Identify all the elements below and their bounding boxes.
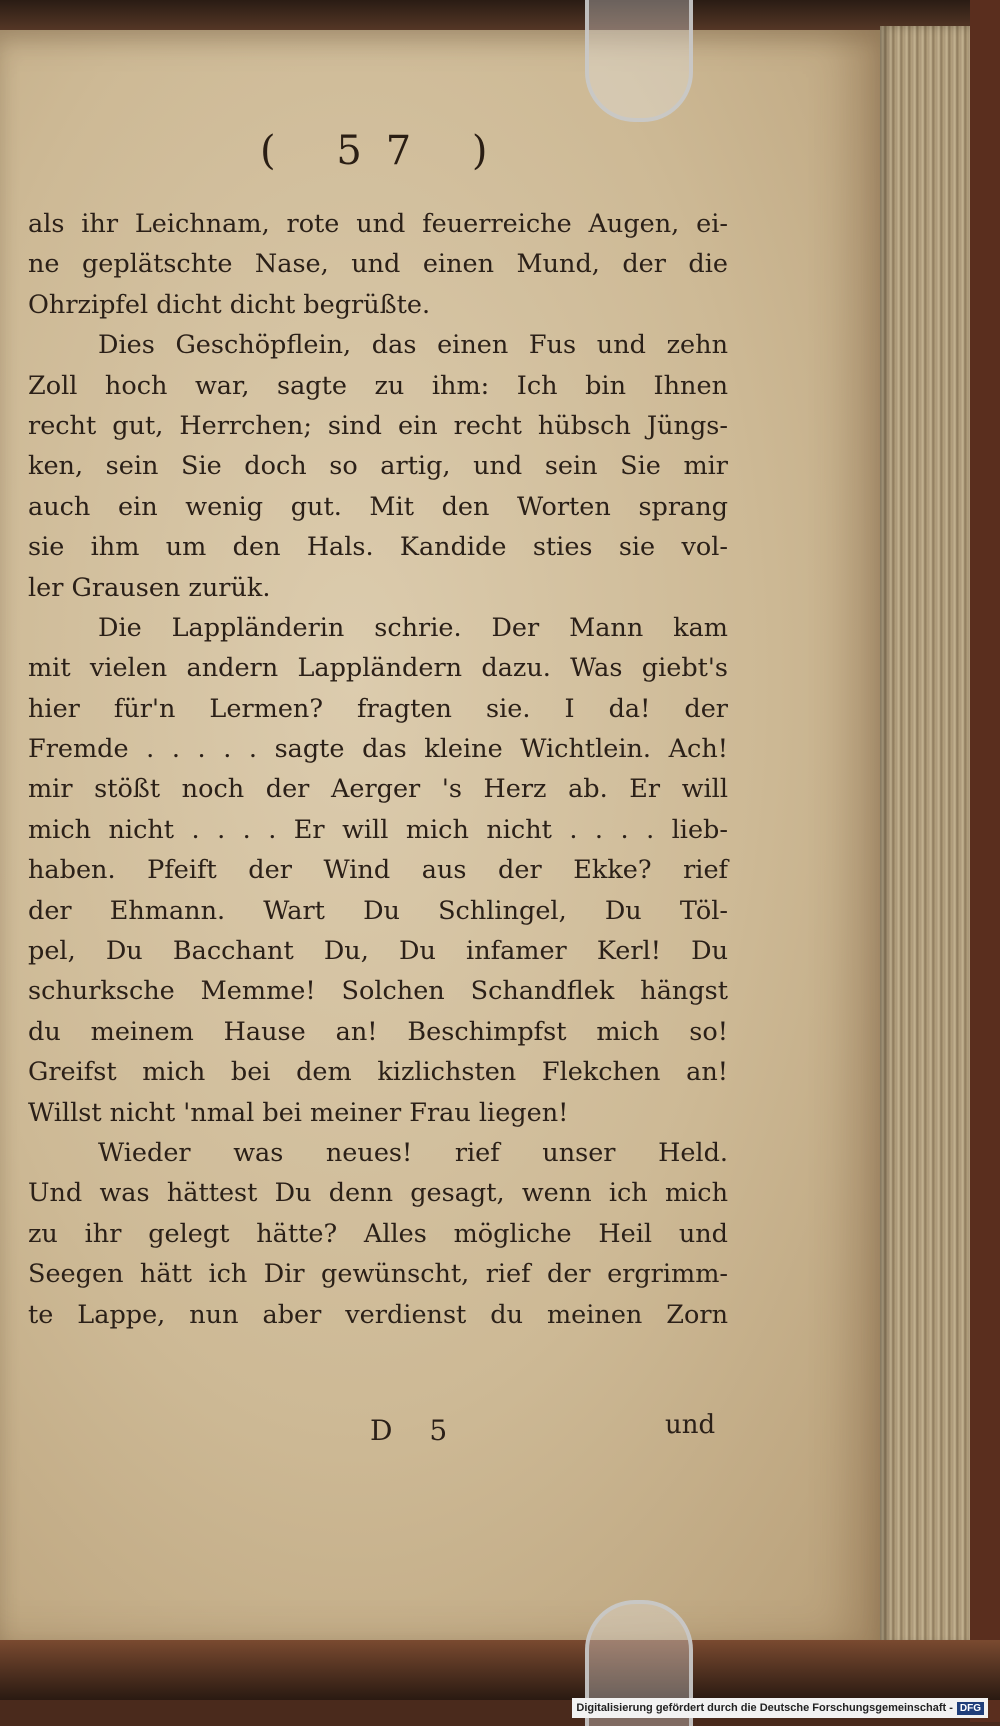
catchword: und xyxy=(665,1410,716,1440)
text-line: als ihr Leichnam, rote und feuerreiche Augen, ei- xyxy=(28,209,728,239)
book-bottom-edge xyxy=(0,1640,1000,1700)
text-line: Und was hättest Du denn gesagt, wenn ich mich xyxy=(28,1178,728,1209)
text-line: mir stößt noch der Aerger 's Herz ab. Er will xyxy=(28,774,728,805)
text-line: zu ihr gelegt hätte? Alles mögliche Heil und xyxy=(28,1218,728,1249)
text-line: Dies Geschöpflein, das einen Fus und zehn xyxy=(98,330,728,361)
text-line: schurksche Memme! Solchen Schandflek hängst xyxy=(28,976,728,1007)
text-line: Greifst mich bei dem kizlichsten Flekchen an! xyxy=(28,1057,728,1088)
book-top-edge xyxy=(0,0,1000,34)
text-line: haben. Pfeift der Wind aus der Ekke? rief xyxy=(28,855,728,886)
text-line: mich nicht . . . . Er will mich nicht . . . . lieb- xyxy=(28,814,728,845)
text-line: pel, Du Bacchant Du, Du infamer Kerl! Du xyxy=(28,936,728,967)
text-line: sie ihm um den Hals. Kandide sties sie vol- xyxy=(28,532,728,563)
dfg-logo-icon: DFG xyxy=(957,1702,984,1715)
footer-text: Digitalisierung gefördert durch die Deutsche Forschungsgemeinschaft - xyxy=(576,1702,953,1714)
text-line: Willst nicht 'nmal bei meiner Frau liegen! xyxy=(28,1097,569,1128)
body-text xyxy=(28,204,728,1335)
text-line: Ohrzipfel dicht dicht begrüßte. xyxy=(28,289,431,320)
text-line: Fremde . . . . . sagte das kleine Wichtlein. Ach! xyxy=(28,734,728,765)
text-line: der Ehmann. Wart Du Schlingel, Du Töl- xyxy=(28,895,728,926)
text-line: ne geplätschte Nase, und einen Mund, der die xyxy=(28,249,728,280)
text-line: auch ein wenig gut. Mit den Worten sprang xyxy=(28,491,728,522)
text-line: Wieder was neues! rief unser Held. xyxy=(98,1137,728,1168)
text-line: mit vielen andern Lappländern dazu. Was giebt's xyxy=(28,653,728,684)
text-line: Die Lappländerin schrie. Der Mann kam xyxy=(98,612,728,643)
page-fore-edge xyxy=(880,26,970,1646)
text-line: recht gut, Herrchen; sind ein recht hübsch Jüngs- xyxy=(28,410,728,441)
text-line: ken, sein Sie doch so artig, und sein Sie mir xyxy=(28,451,728,482)
page-number: ( 57 ) xyxy=(260,128,512,174)
digitization-footer xyxy=(572,1698,988,1718)
text-line: Zoll hoch war, sagte zu ihm: Ich bin Ihnen xyxy=(28,370,728,401)
book-cover xyxy=(970,0,1000,1722)
text-line: te Lappe, nun aber verdienst du meinen Zorn xyxy=(28,1299,728,1330)
text-line: Seegen hätt ich Dir gewünscht, rief der ergrimm- xyxy=(28,1259,728,1290)
text-line: ler Grausen zurük. xyxy=(28,572,271,603)
signature-mark: D 5 xyxy=(370,1414,462,1447)
top-page-clip xyxy=(585,0,693,122)
text-line: hier für'n Lermen? fragten sie. I da! der xyxy=(28,693,728,724)
text-line: du meinem Hause an! Beschimpfst mich so! xyxy=(28,1016,728,1047)
